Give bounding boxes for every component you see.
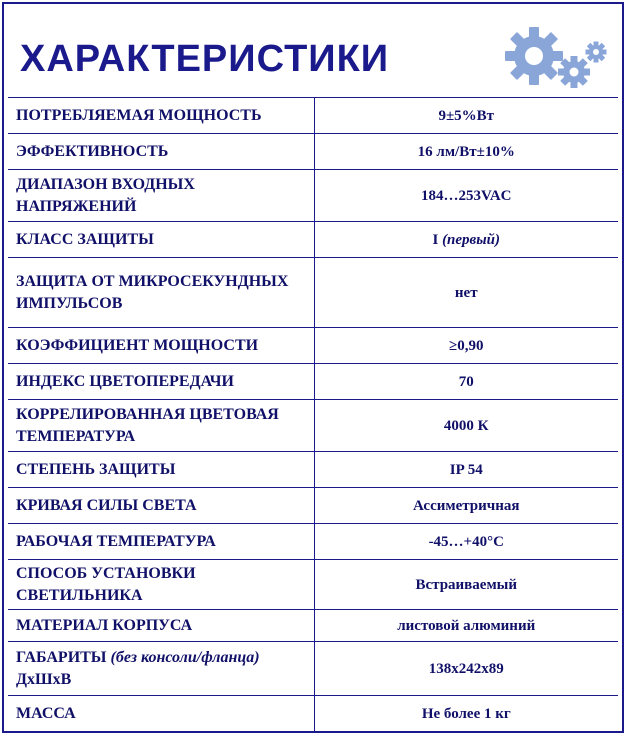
spec-value-note: (первый) [442, 231, 501, 248]
spec-row-dimensions [8, 642, 618, 696]
spec-row-protection-class [8, 222, 618, 258]
spec-value: ≥0,90 [314, 328, 618, 364]
spec-row-mounting [8, 560, 618, 610]
spec-name: ПОТРЕБЛЯЕМАЯ МОЩНОСТЬ [8, 98, 314, 134]
spec-value: Не более 1 кг [314, 696, 618, 732]
spec-name: ЭФФЕКТИВНОСТЬ [8, 134, 314, 170]
spec-row-light-curve [8, 488, 618, 524]
spec-name-main: ГАБАРИТЫ [16, 648, 107, 666]
spec-row-housing-material [8, 610, 618, 642]
spec-row-power [8, 98, 618, 134]
spec-row-surge-protection [8, 258, 618, 328]
spec-name-sub: ДхШхВ [16, 670, 72, 688]
spec-row-cct [8, 400, 618, 452]
spec-name: РАБОЧАЯ ТЕМПЕРАТУРА [8, 524, 314, 560]
spec-row-mass [8, 696, 618, 732]
spec-value: -45…+40°С [314, 524, 618, 560]
spec-name [8, 642, 314, 696]
spec-row-operating-temp [8, 524, 618, 560]
page-title: ХАРАКТЕРИСТИКИ [20, 38, 390, 80]
spec-value: 9±5%Вт [314, 98, 618, 134]
spec-value: 16 лм/Вт±10% [314, 134, 618, 170]
spec-row-ip-rating [8, 452, 618, 488]
spec-name: ЗАЩИТА ОТ МИКРОСЕКУНДНЫХ ИМПУЛЬСОВ [8, 258, 314, 328]
spec-name: КОРРЕЛИРОВАННАЯ ЦВЕТОВАЯ ТЕМПЕРАТУРА [8, 400, 314, 452]
spec-name: СПОСОБ УСТАНОВКИ СВЕТИЛЬНИКА [8, 560, 314, 610]
spec-value: нет [314, 258, 618, 328]
spec-row-cri [8, 364, 618, 400]
gears-icon [500, 22, 610, 92]
spec-value: 70 [314, 364, 618, 400]
spec-row-voltage-range [8, 170, 618, 222]
spec-name: МАССА [8, 696, 314, 732]
spec-name: КЛАСС ЗАЩИТЫ [8, 222, 314, 258]
spec-value: IP 54 [314, 452, 618, 488]
spec-value: Ассиметричная [314, 488, 618, 524]
spec-value: 184…253VAC [314, 170, 618, 222]
spec-value: листовой алюминий [314, 610, 618, 642]
spec-value-main: I [432, 231, 439, 248]
spec-name: СТЕПЕНЬ ЗАЩИТЫ [8, 452, 314, 488]
spec-name: ДИАПАЗОН ВХОДНЫХ НАПРЯЖЕНИЙ [8, 170, 314, 222]
spec-name: МАТЕРИАЛ КОРПУСА [8, 610, 314, 642]
spec-name: КРИВАЯ СИЛЫ СВЕТА [8, 488, 314, 524]
spec-value [314, 222, 618, 258]
spec-row-efficiency [8, 134, 618, 170]
spec-value: Встраиваемый [314, 560, 618, 610]
spec-name: КОЭФФИЦИЕНТ МОЩНОСТИ [8, 328, 314, 364]
spec-value: 4000 К [314, 400, 618, 452]
specs-table [8, 97, 618, 732]
spec-name-note: (без консоли/фланца) [110, 648, 260, 666]
spec-row-power-factor [8, 328, 618, 364]
spec-name: ИНДЕКС ЦВЕТОПЕРЕДАЧИ [8, 364, 314, 400]
spec-value: 138х242х89 [314, 642, 618, 696]
